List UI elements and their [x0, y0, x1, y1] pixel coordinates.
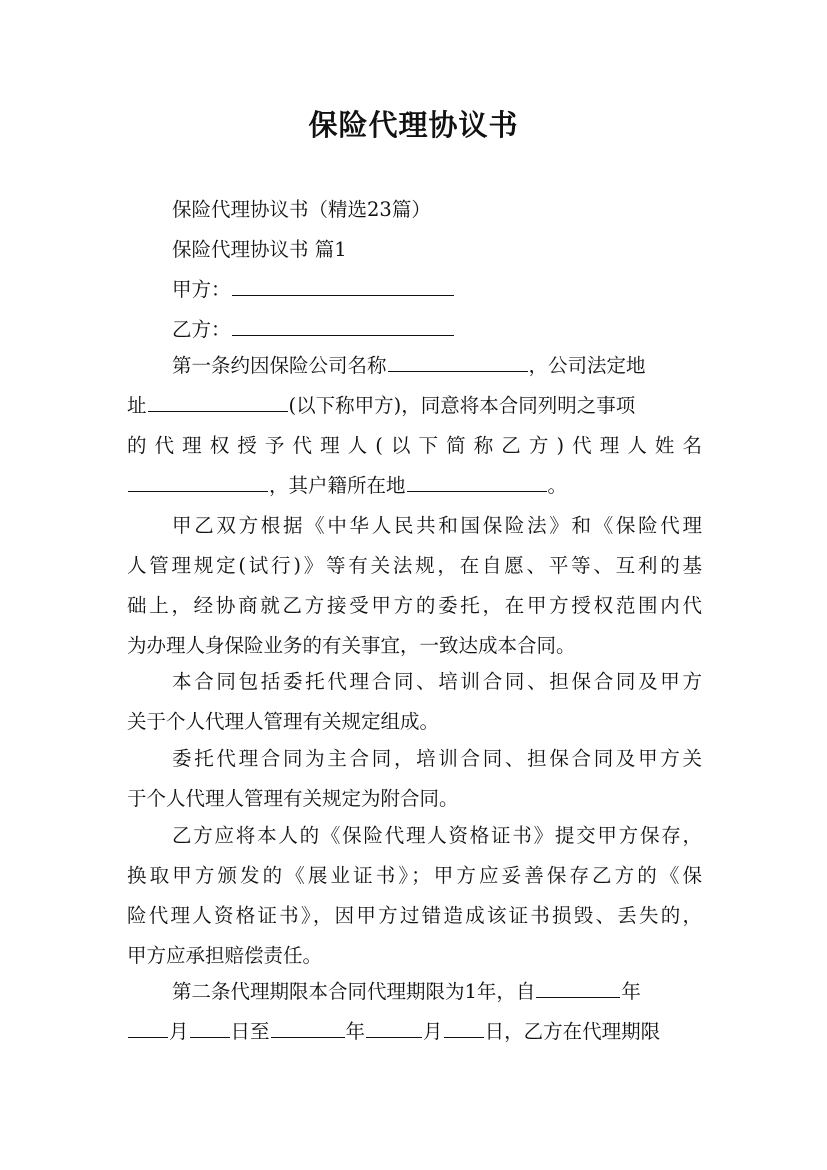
party-a-line: 甲方：	[172, 270, 702, 310]
paragraph-line: 第一条约因保险公司名称 ，公司法定地	[172, 346, 702, 386]
paragraph-line: 的代理权授予代理人(以下简称乙方)代理人姓名	[127, 434, 702, 457]
end-day-blank	[444, 1016, 484, 1038]
paragraph-line: 换取甲方颁发的《展业证书》；甲方应妥善保存乙方的《保	[127, 864, 702, 887]
paragraph-line: 委托代理合同为主合同，培训合同、担保合同及甲方关	[172, 747, 702, 770]
article-heading: 保险代理协议书 篇1	[172, 238, 347, 261]
paragraph-line: 甲方应承担赔偿责任。	[127, 944, 323, 967]
paragraph-line: 甲乙双方根据《中华人民共和国保险法》和《保险代理	[172, 514, 702, 537]
start-month-blank	[128, 1016, 168, 1038]
agent-name-blank	[128, 470, 268, 492]
party-b-blank	[232, 314, 454, 336]
end-month-blank	[366, 1016, 422, 1038]
paragraph-line: 本合同包括委托代理合同、培训合同、担保合同及甲方	[172, 670, 702, 693]
party-b-line: 乙方：	[172, 310, 702, 350]
domicile-blank	[407, 470, 547, 492]
subtitle-line: 保险代理协议书（精选23篇）	[172, 198, 431, 221]
paragraph-line: 人管理规定(试行)》等有关法规，在自愿、平等、互利的基	[127, 554, 702, 577]
paragraph-line: 为办理人身保险业务的有关事宜，一致达成本合同。	[127, 634, 576, 657]
company-name-blank	[388, 350, 528, 372]
paragraph-line: 月 日至 年 月 日，乙方在代理期限	[127, 1012, 702, 1052]
end-year-blank	[271, 1016, 345, 1038]
paragraph-line: 于个人代理人管理有关规定为附合同。	[127, 787, 459, 810]
paragraph-line: ，其户籍所在地 。	[127, 466, 702, 506]
document-title: 保险代理协议书	[308, 108, 519, 142]
paragraph-line: 址 (以下称甲方)，同意将本合同列明之事项	[127, 386, 702, 426]
paragraph-line: 础上，经协商就乙方接受甲方的委托，在甲方授权范围内代	[127, 594, 702, 617]
start-year-blank	[536, 976, 620, 998]
start-day-blank	[190, 1016, 230, 1038]
paragraph-line: 关于个人代理人管理有关规定组成。	[127, 710, 440, 733]
party-a-blank	[232, 274, 454, 296]
address-blank	[148, 390, 288, 412]
paragraph-line: 险代理人资格证书》，因甲方过错造成该证书损毁、丢失的，	[127, 904, 702, 927]
paragraph-line: 第二条代理期限本合同代理期限为1年，自 年	[172, 972, 702, 1012]
paragraph-line: 乙方应将本人的《保险代理人资格证书》提交甲方保存，	[172, 824, 702, 847]
